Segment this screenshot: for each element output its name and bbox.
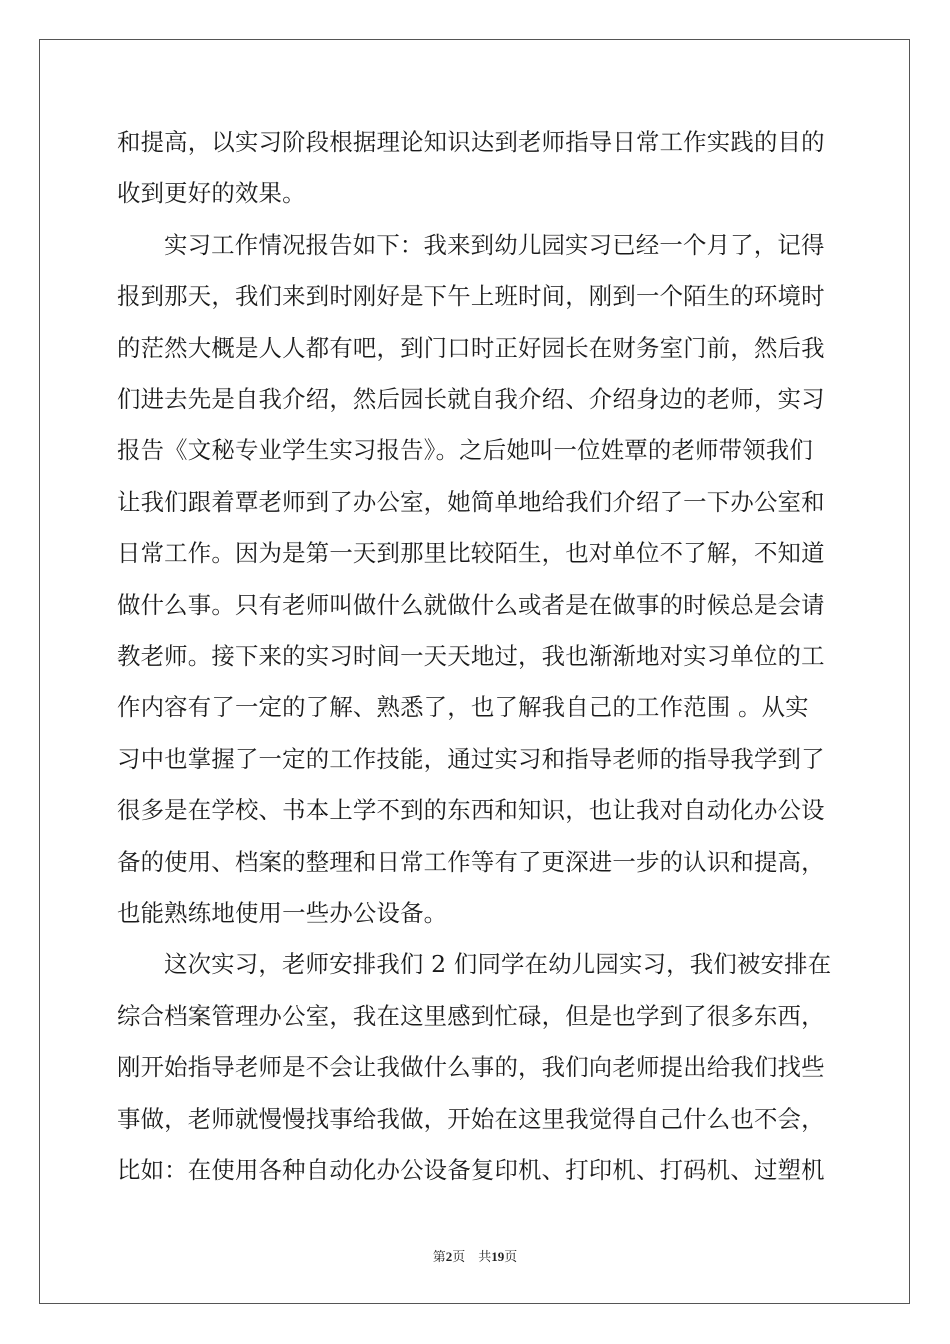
text-line: 也能熟练地使用一些办公设备。 <box>117 899 448 927</box>
page-prefix: 第 <box>432 1249 446 1264</box>
text-line: 备的使用、档案的整理和日常工作等有了更深进一步的认识和提高， <box>117 847 825 876</box>
text-line: 报告《文秘专业学生实习报告》。之后她叫一位姓覃的老师带领我们 <box>117 436 814 465</box>
page-suffix: 页 <box>452 1249 466 1264</box>
text-line: 很多是在学校、书本上学不到的东西和知识，也让我对自动化办公设 <box>117 796 825 825</box>
text-line: 们进去先是自我介绍，然后园长就自我介绍、介绍身边的老师，实习 <box>117 385 825 413</box>
text-line: 日常工作。因为是第一天到那里比较陌生，也对单位不了解，不知道 <box>117 539 825 568</box>
text-line: 教老师。接下来的实习时间一天天地过，我也渐渐地对实习单位的工 <box>117 642 825 670</box>
total-pages: 19 <box>491 1249 505 1264</box>
text-line: 报到那天，我们来到时刚好是下午上班时间，刚到一个陌生的环境时 <box>117 282 825 311</box>
total-suffix: 页 <box>504 1249 518 1264</box>
text-line: 和提高，以实习阶段根据理论知识达到老师指导日常工作实践的目的 <box>117 128 825 156</box>
page-number: 2 <box>445 1249 453 1264</box>
total-prefix: 共 <box>478 1249 492 1264</box>
text-line: 让我们跟着覃老师到了办公室，她简单地给我们介绍了一下办公室和 <box>117 487 825 516</box>
text-line: 习中也掌握了一定的工作技能，通过实习和指导老师的指导我学到了 <box>117 744 825 773</box>
text-line: 刚开始指导老师是不会让我做什么事的，我们向老师提出给我们找些 <box>117 1053 825 1082</box>
text-line: 比如：在使用各种自动化办公设备复印机、打印机、打码机、过塑机 <box>117 1156 825 1184</box>
text-line: 作内容有了一定的了解、熟悉了，也了解我自己的工作范围 。从实 <box>117 693 809 722</box>
text-line: 这次实习，老师安排我们 2 们同学在幼儿园实习，我们被安排在 <box>164 950 832 979</box>
text-line: 的茫然大概是人人都有吧，到门口时正好园长在财务室门前，然后我 <box>117 333 825 362</box>
text-line: 收到更好的效果。 <box>117 179 306 208</box>
text-line: 做什么事。只有老师叫做什么就做什么或者是在做事的时候总是会请 <box>117 590 825 619</box>
text-line: 实习工作情况报告如下：我来到幼儿园实习已经一个月了，记得 <box>164 230 825 259</box>
page-footer <box>0 1248 950 1266</box>
text-line: 事做，老师就慢慢找事给我做，开始在这里我觉得自己什么也不会， <box>117 1104 825 1133</box>
text-line: 综合档案管理办公室，我在这里感到忙碌，但是也学到了很多东西， <box>117 1001 825 1030</box>
